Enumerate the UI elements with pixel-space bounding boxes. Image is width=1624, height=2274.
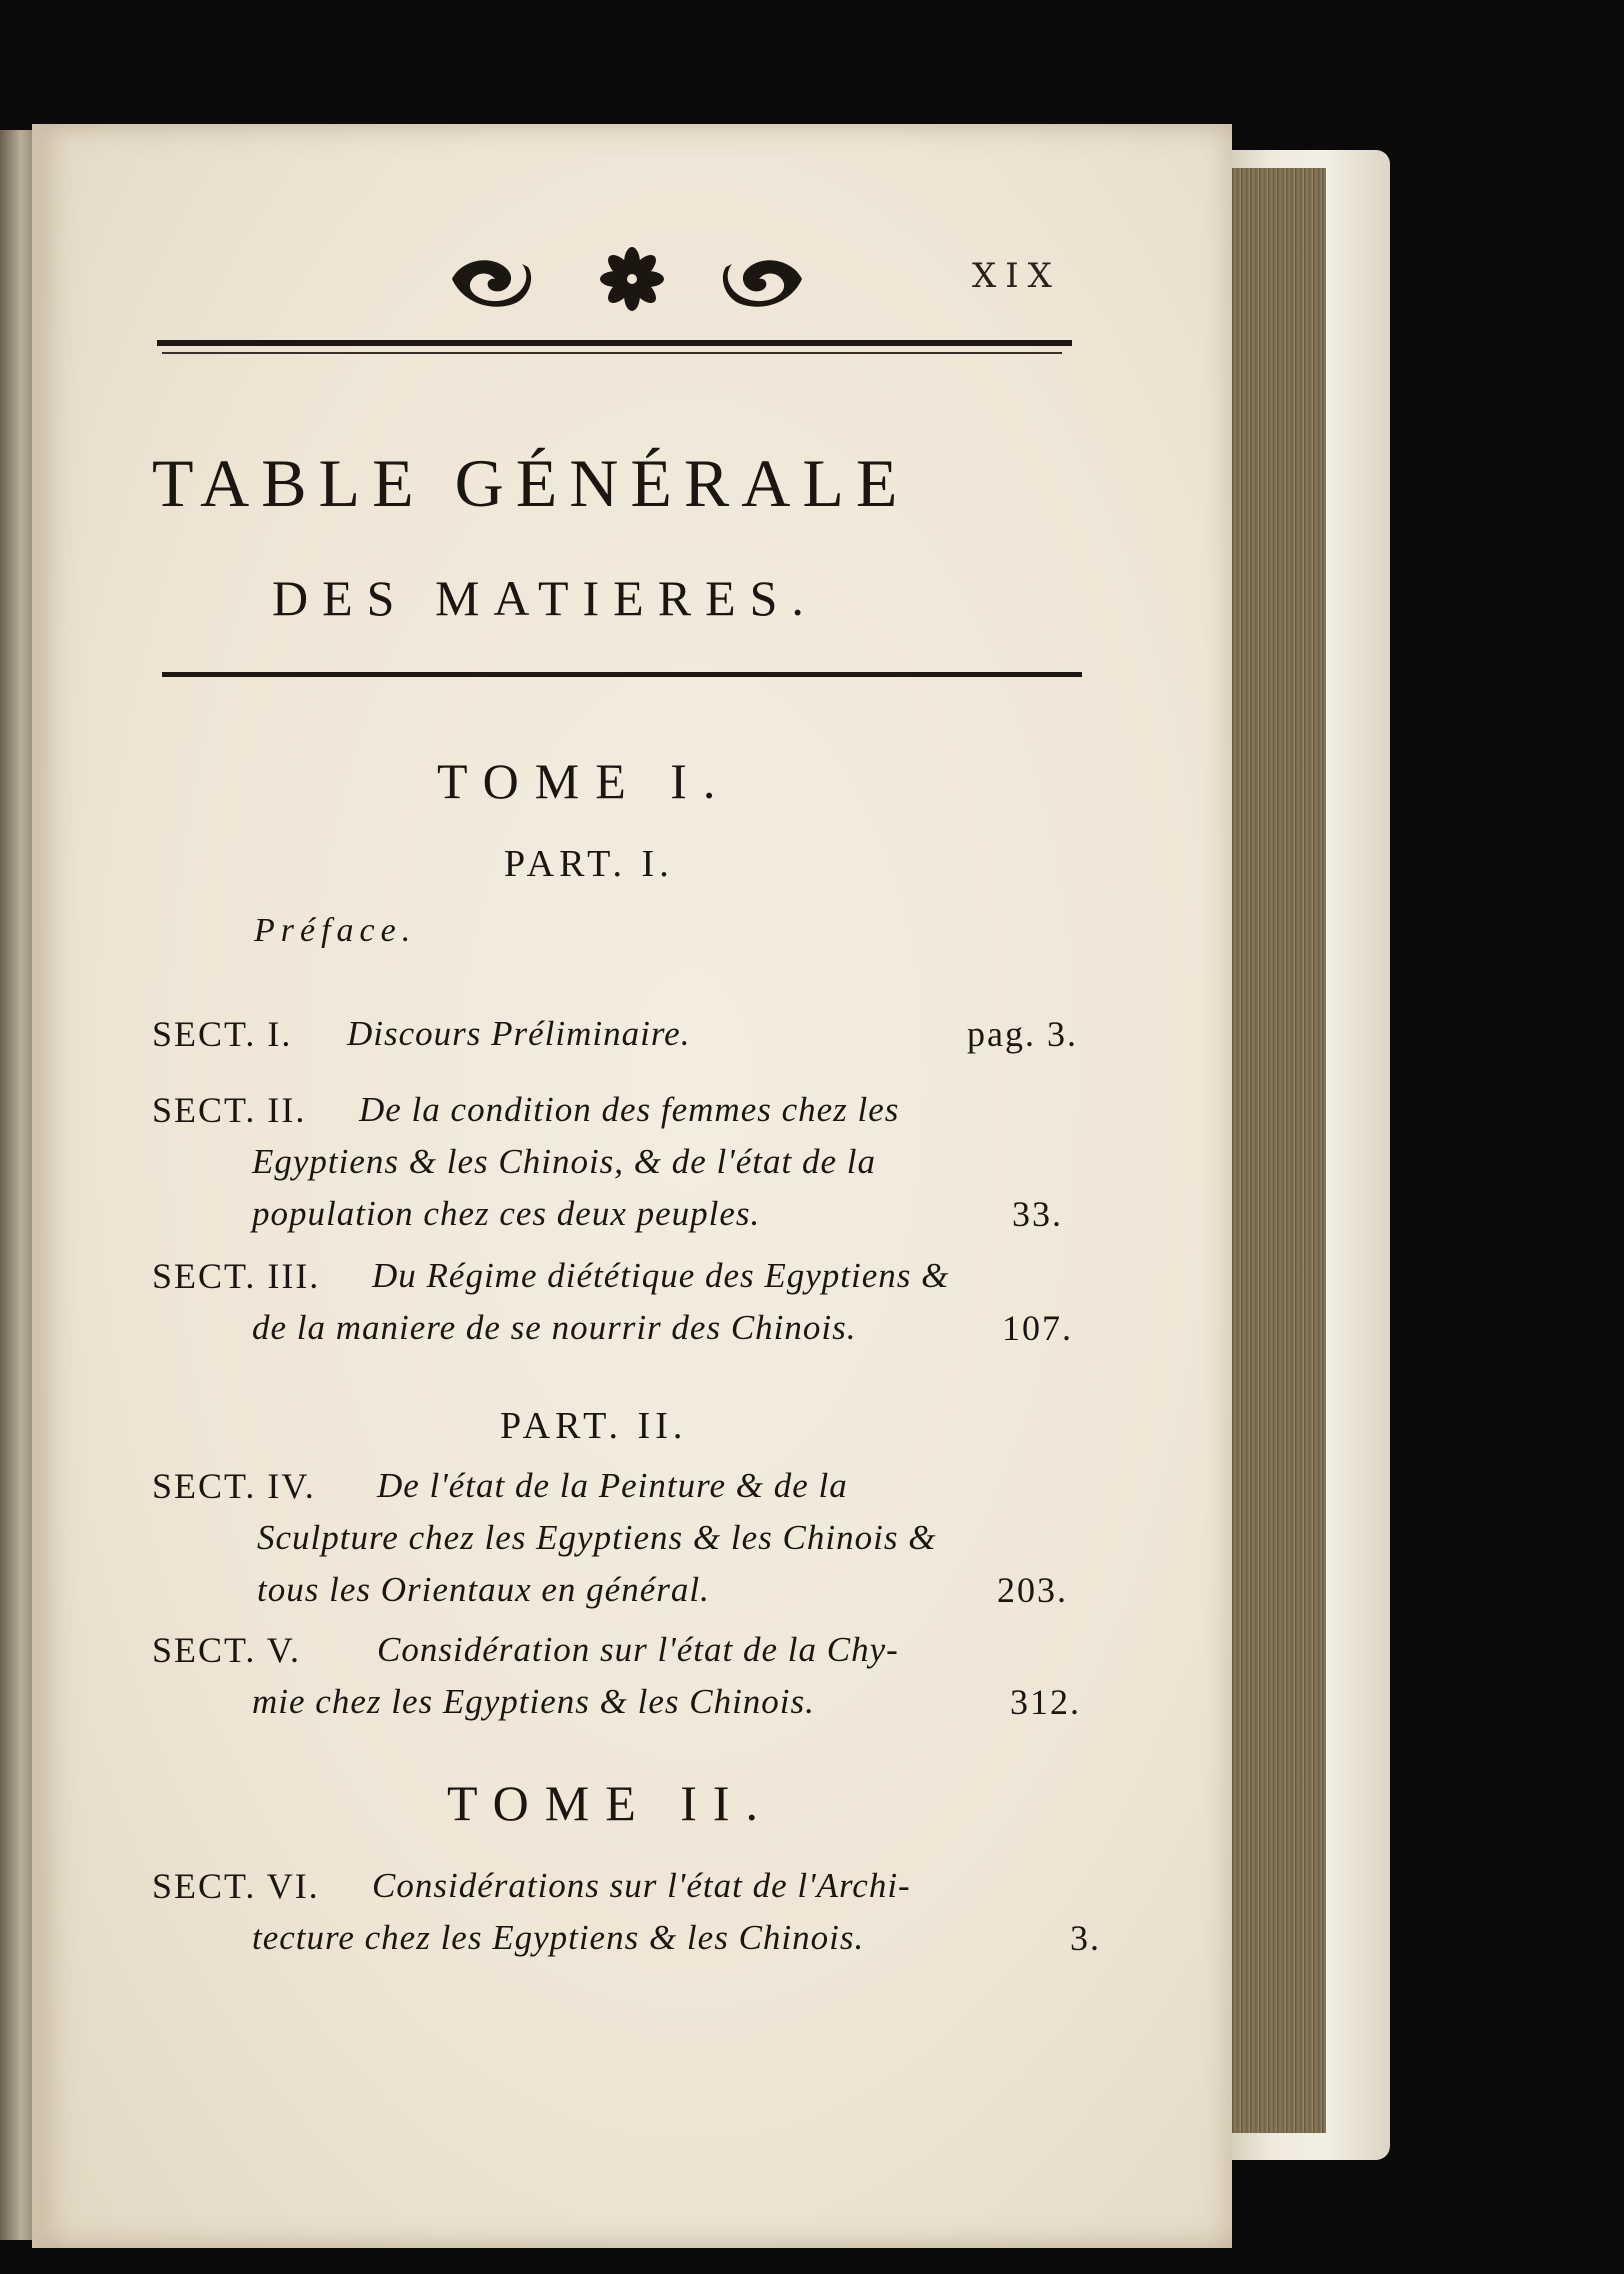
scroll-left-icon	[452, 260, 531, 306]
entry-line: Considérations sur l'état de l'Archi-	[372, 1866, 911, 1905]
entry-line: de la maniere de se nourrir des Chinois.	[252, 1308, 857, 1347]
entry-line: Considération sur l'état de la Chy-	[377, 1630, 899, 1669]
entry-line: De la condition des femmes chez les	[359, 1090, 900, 1129]
page-fore-edge	[1232, 168, 1326, 2133]
headpiece-ornament	[432, 239, 832, 319]
page-gutter	[32, 124, 54, 2248]
entry-line: tecture chez les Egyptiens & les Chinois.	[252, 1918, 865, 1957]
entry-line: Egyptiens & les Chinois, & de l'état de la	[252, 1142, 876, 1181]
page-title: TABLE GÉNÉRALE	[152, 445, 910, 521]
book-page	[32, 124, 1232, 2248]
section-label: SECT. I.	[152, 1014, 293, 1054]
section-label: SECT. V.	[152, 1630, 302, 1670]
page-number: 312.	[1010, 1682, 1081, 1722]
folio-number: XIX	[972, 256, 1061, 296]
top-rule	[157, 340, 1072, 346]
part-heading-1: PART. I.	[504, 843, 674, 885]
entry-line: mie chez les Egyptiens & les Chinois.	[252, 1682, 815, 1721]
tome-heading-1: TOME I.	[437, 753, 732, 809]
preface-entry: Préface.	[254, 912, 417, 949]
entry-line: Sculpture chez les Egyptiens & les Chinois &	[257, 1518, 937, 1557]
section-label: SECT. III.	[152, 1256, 321, 1296]
entry-line: Du Régime diététique des Egyptiens &	[372, 1256, 950, 1295]
section-label: SECT. II.	[152, 1090, 307, 1130]
entry-line: population chez ces deux peuples.	[252, 1194, 761, 1233]
page-number: 33.	[1012, 1194, 1063, 1234]
tome-heading-2: TOME II.	[447, 1775, 775, 1831]
scroll-right-icon	[723, 260, 802, 306]
page-number: 107.	[1002, 1308, 1073, 1348]
page-number: pag. 3.	[967, 1014, 1078, 1054]
entry-line: tous les Orientaux en général.	[257, 1570, 710, 1609]
entry-line: De l'état de la Peinture & de la	[377, 1466, 848, 1505]
section-label: SECT. VI.	[152, 1866, 320, 1906]
page-number: 203.	[997, 1570, 1068, 1610]
page-number: 3.	[1070, 1918, 1101, 1958]
title-rule	[162, 672, 1082, 677]
page-subtitle: DES MATIERES.	[272, 570, 818, 626]
top-rule-thin	[162, 352, 1062, 354]
entry-line: Discours Préliminaire.	[347, 1014, 691, 1053]
section-label: SECT. IV.	[152, 1466, 316, 1506]
part-heading-2: PART. II.	[500, 1405, 688, 1447]
flower-icon	[600, 247, 664, 311]
